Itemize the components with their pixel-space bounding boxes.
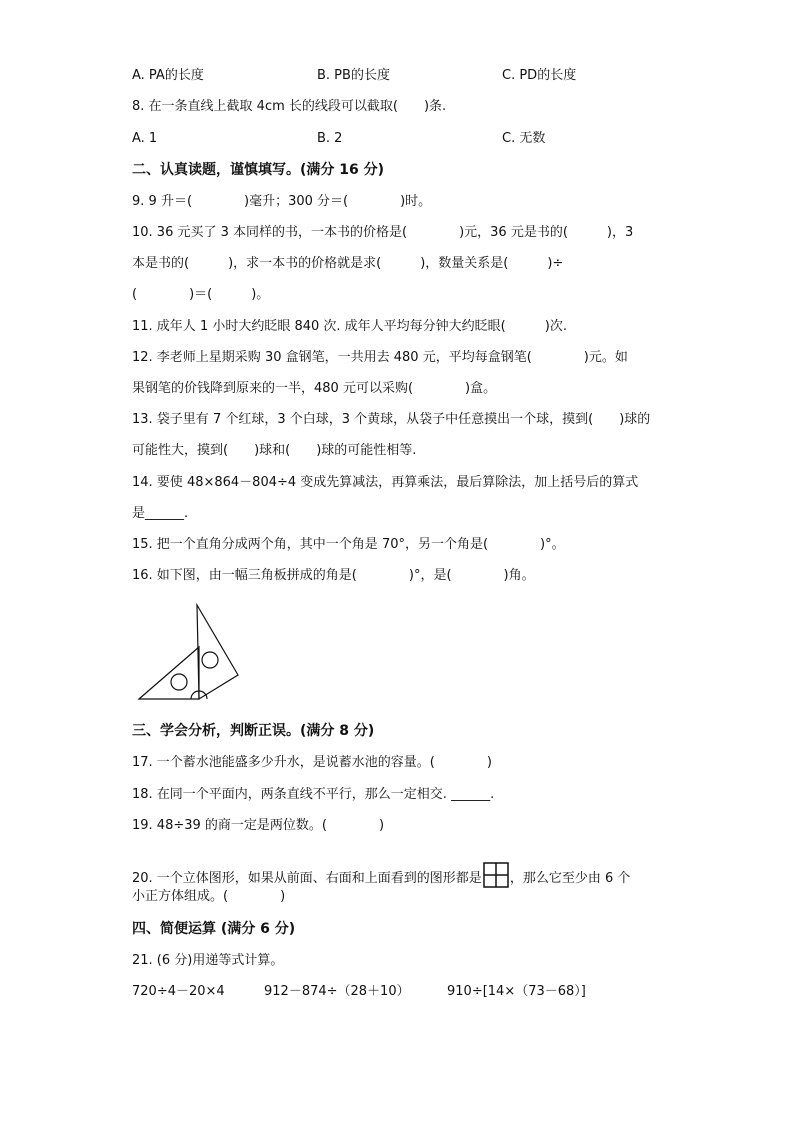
q20-part1: 20. 一个立体图形，如果从前面、右面和上面看到的图形都是 — [132, 871, 482, 886]
q21-expression-2: 912－874÷（28＋10） — [264, 984, 410, 999]
hole-circle-lower — [171, 674, 187, 690]
q13-line2: 可能性大，摸到( )球和( )球的可能性相等. — [132, 443, 417, 458]
q8-option-c: C. 无数 — [502, 131, 546, 146]
q10-line1: 10. 36 元买了 3 本同样的书，一本书的价格是( )元，36 元是书的( )，3 — [132, 225, 634, 240]
square-grid-icon — [483, 862, 509, 888]
section3-title: 三、学会分析，判断正误。(满分 8 分) — [132, 723, 375, 739]
q20-line1 — [132, 862, 630, 888]
q10-line3: ( )＝( )。 — [132, 287, 270, 302]
q19: 19. 48÷39 的商一定是两位数。( ) — [132, 818, 385, 833]
q12-line2: 果钢笔的价钱降到原来的一半，480 元可以采购( )盒。 — [132, 381, 497, 396]
q8-option-a: A. 1 — [132, 131, 158, 146]
q7-option-b: B. PB的长度 — [317, 68, 390, 83]
q14-line1: 14. 要使 48×864－804÷4 变成先算减法，再算乘法，最后算除法，加上括号后的算式 — [132, 475, 639, 490]
q10-line2: 本是书的( )，求一本书的价格就是求( )，数量关系是( )÷ — [132, 256, 564, 271]
q15: 15. 把一个直角分成两个角，其中一个角是 70°，另一个角是( )°。 — [132, 537, 565, 552]
q11: 11. 成年人 1 小时大约眨眼 840 次. 成年人平均每分钟大约眨眼( )次. — [132, 319, 567, 334]
section2-title: 二、认真读题，谨慎填写。(满分 16 分) — [132, 162, 385, 178]
q8-stem: 8. 在一条直线上截取 4cm 长的线段可以截取( )条. — [132, 99, 447, 114]
q14-line2: 是______. — [132, 506, 189, 521]
q9: 9. 9 升＝( )毫升；300 分＝( )时。 — [132, 194, 432, 209]
q16: 16. 如下图，由一幅三角板拼成的角是( )°，是( )角。 — [132, 568, 535, 583]
q20-line2: 小正方体组成。( ) — [132, 889, 286, 904]
set-squares-figure — [136, 603, 242, 701]
q21-expression-3: 910÷[14×（73－68）] — [447, 984, 586, 999]
q21-expressions — [132, 983, 672, 1001]
q12-line1: 12. 李老师上星期采购 30 盒钢笔，一共用去 480 元，平均每盒钢笔( )元。如 — [132, 350, 628, 365]
section4-title: 四、简便运算 (满分 6 分) — [132, 921, 296, 937]
q8-option-b: B. 2 — [317, 131, 343, 146]
q21-stem: 21. (6 分)用递等式计算。 — [132, 953, 284, 968]
hole-circle-upper — [202, 652, 218, 668]
q7-option-a: A. PA的长度 — [132, 68, 204, 83]
q17: 17. 一个蓄水池能盛多少升水，是说蓄水池的容量。( ) — [132, 755, 492, 770]
q13-line1: 13. 袋子里有 7 个红球，3 个白球，3 个黄球，从袋子中任意摸出一个球，摸到( )球的 — [132, 412, 651, 427]
triangle-large — [197, 605, 238, 699]
q21-expression-1: 720÷4－20×4 — [132, 984, 225, 999]
q18: 18. 在同一个平面内，两条直线不平行，那么一定相交. ______. — [132, 787, 495, 802]
q7-options — [132, 67, 672, 85]
triangle-small — [139, 647, 199, 699]
q20-part2: ，那么它至少由 6 个 — [509, 871, 631, 886]
q7-option-c: C. PD的长度 — [502, 68, 577, 83]
q8-options — [132, 130, 672, 148]
